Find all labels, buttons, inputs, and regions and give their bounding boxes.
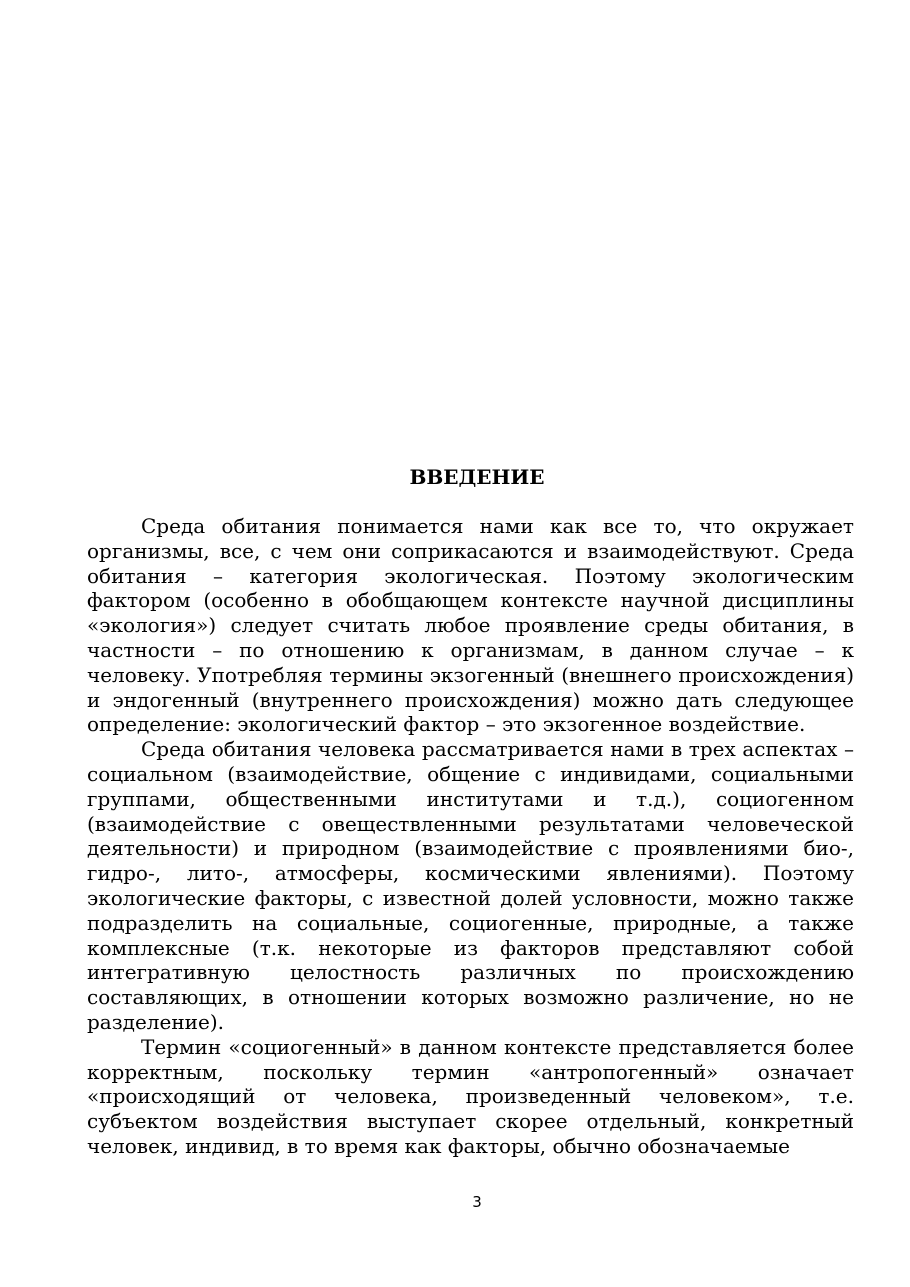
- paragraph-1: Среда обитания понимается нами как все то, что окружает организмы, все, с чем они соприкасаются и взаимодействуют. Среда обитания – категория экологическая. Поэтому экологическим фактором (особенно в обобщающем контексте научной дисциплины «экология») следует считать любое проявление среды обитания, в частности – по отношению к организмам, в данном случае – к человеку. Употребляя термины экзогенный (внешнего происхождения) и эндогенный (внутреннего происхождения) можно дать следующее определение: экологический фактор – это экзогенное воздействие.: [87, 514, 854, 737]
- section-heading: ВВЕДЕНИЕ: [409, 465, 545, 489]
- paragraph-2: Среда обитания человека рассматривается нами в трех аспектах – социальном (взаимодействие, общение с индивидами, социальными группами, общественными институтами и т.д.), социогенном (взаимодействие с овеществленными результатами человеческой деятельности) и природном (взаимодействие с проявлениями био-, гидро-, лито-, атмосферы, космическими явлениями). Поэтому экологические факторы, с известной долей условности, можно также подразделить на социальные, социогенные, природные, а также комплексные (т.к. некоторые из факторов представляют собой интегративную целостность различных по происхождению составляющих, в отношении которых возможно различение, но не разделение).: [87, 737, 854, 1034]
- paragraph-3: Термин «социогенный» в данном контексте представляется более корректным, поскольку термин «антропогенный» означает «происходящий от человека, произведенный человеком», т.е. субъектом воздействия выступает скорее отдельный, конкретный человек, индивид, в то время как факторы, обычно обозначаемые: [87, 1034, 854, 1158]
- page-number: 3: [472, 1193, 482, 1211]
- body-text: [87, 514, 854, 1159]
